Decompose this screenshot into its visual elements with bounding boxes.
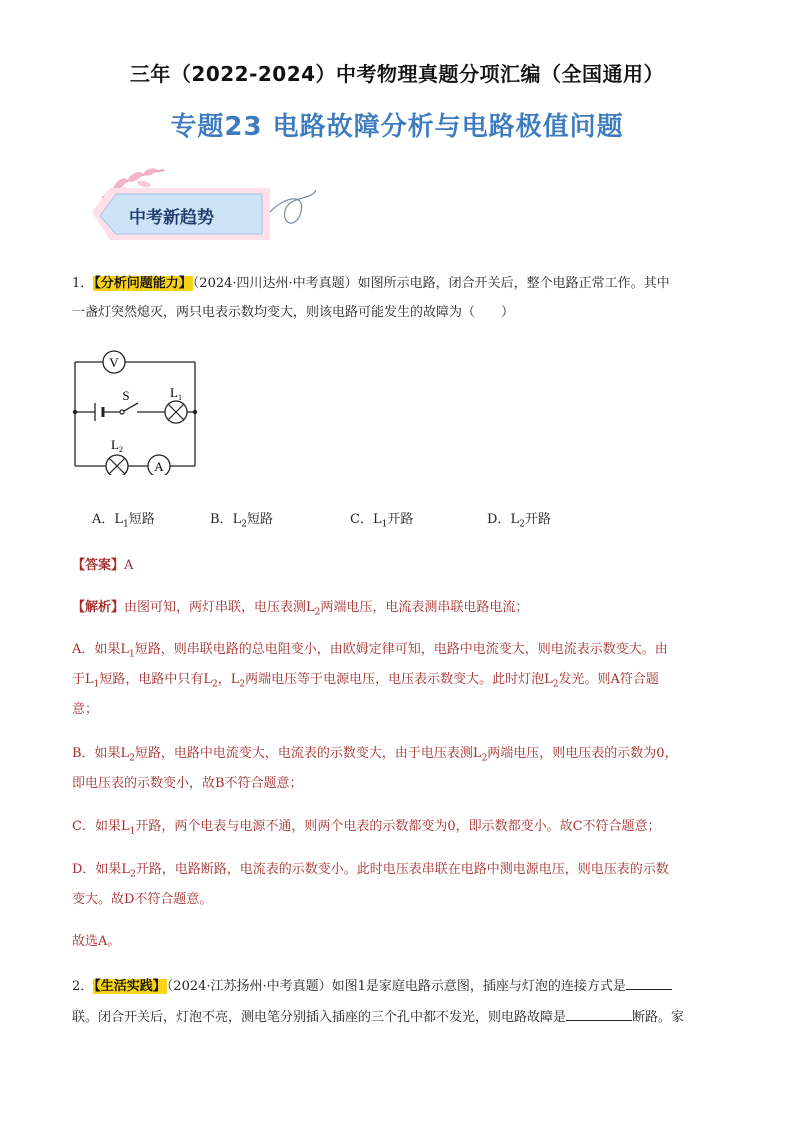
- switch-label: S: [122, 388, 130, 403]
- q2-text-c: 断路。家: [632, 1010, 685, 1025]
- voltmeter-symbol: [103, 351, 125, 373]
- analysis-b-line-1: B．如果$L_2$短路，电路中电流变大，电流表的示数变大，由于电压表测$L_2$两端电压，则电压表的示数为0，: [72, 746, 678, 764]
- option-b[interactable]: B．$L_2$短路: [210, 512, 273, 530]
- q2-line-2: [72, 1006, 684, 1028]
- svg-text:L1: [170, 385, 182, 402]
- analysis-a-line-1: A．如果$L_1$短路，则串联电路的总电阻变小，由欧姆定律可知，电路中电流变大，则电流表示数变大。由: [72, 642, 668, 660]
- circuit-diagram: [70, 345, 210, 475]
- q2-blank-1[interactable]: [626, 975, 672, 990]
- q1-text-a: 如图所示电路，闭合开关后，整个电路正常工作。其中: [357, 276, 670, 291]
- lamp-l1-label: L: [170, 385, 178, 400]
- ammeter-symbol: [148, 455, 170, 475]
- banner-label: 中考新趋势: [129, 208, 214, 228]
- q1-tag: 【分析问题能力】: [94, 276, 192, 291]
- q1-number: 1．: [72, 276, 94, 291]
- analysis-d-line-2: 变大。故D不符合题意。: [72, 892, 213, 907]
- lamp-l1-symbol: [165, 385, 187, 423]
- analysis-c-line: C．如果$L_1$开路，两个电表与电源不通，则两个电表的示数都变为0，即示数都变小。故C不符合题意；: [72, 819, 661, 837]
- switch-symbol: [120, 388, 138, 414]
- answer-value: A: [124, 558, 134, 573]
- lamp-l1-subscript: 1: [177, 393, 182, 402]
- option-a[interactable]: A．$L_1$短路: [92, 512, 155, 530]
- q2-text-a: 如图1是家庭电路示意图，插座与灯泡的连接方式是: [331, 979, 626, 994]
- lamp-l2-label: L: [111, 437, 119, 452]
- analysis-conclusion: 故选A。: [72, 934, 121, 949]
- swirl-decoration: [270, 190, 316, 223]
- answer-line: [72, 556, 133, 576]
- analysis-b-line-2: 即电压表的示数变小，故B不符合题意；: [72, 776, 303, 791]
- lamp-l2-subscript: 2: [118, 445, 123, 454]
- option-d[interactable]: D．$L_2$开路: [487, 512, 551, 530]
- analysis-d-line-1: D．如果$L_2$开路，电路断路，电流表的示数变小。此时电压表串联在电路中测电源电压，则电压表的示数: [72, 862, 669, 880]
- voltmeter-label: V: [109, 355, 119, 370]
- battery-symbol: [95, 403, 103, 421]
- option-c[interactable]: C．$L_1$开路: [350, 512, 414, 530]
- lamp-l2-symbol: [106, 437, 128, 475]
- q2-line-1: [72, 975, 672, 997]
- q1-line-2: 一盏灯突然熄灭，两只电表示数均变大，则该电路可能发生的故障为（ ）: [72, 305, 515, 320]
- analysis-a-line-2: 于$L_1$短路，电路中只有$L_2$，$L_2$两端电压等于电源电压，电压表示数变大。此时灯泡$L_2$发光。则A符合题: [72, 672, 659, 690]
- q2-blank-2[interactable]: [566, 1006, 632, 1021]
- analysis-a-line-3: 意；: [72, 702, 99, 717]
- q2-number: 2．: [72, 979, 94, 994]
- q2-text-b: 联。闭合开关后，灯泡不亮，测电笔分别插入插座的三个孔中都不发光，则电路故障是: [72, 1010, 567, 1025]
- answer-tag: 【答案】: [72, 558, 125, 573]
- analysis-intro: 【解析】由图可知，两灯串联，电压表测$L_2$两端电压，电流表测串联电路电流；: [72, 600, 529, 618]
- analysis-tag: 【解析】: [72, 600, 125, 615]
- document-title: 三年（2022-2024）中考物理真题分项汇编（全国通用）: [129, 62, 665, 86]
- q2-source: （2024·江苏扬州·中考真题）: [166, 979, 332, 994]
- q1-line-1: [72, 274, 670, 294]
- q1-source: （2024·四川达州·中考真题）: [192, 276, 358, 291]
- ammeter-label: A: [154, 459, 164, 474]
- topic-title: 专题23 电路故障分析与电路极值问题: [170, 112, 624, 142]
- q2-tag: 【生活实践】: [94, 979, 166, 994]
- svg-text:L2: [111, 437, 123, 454]
